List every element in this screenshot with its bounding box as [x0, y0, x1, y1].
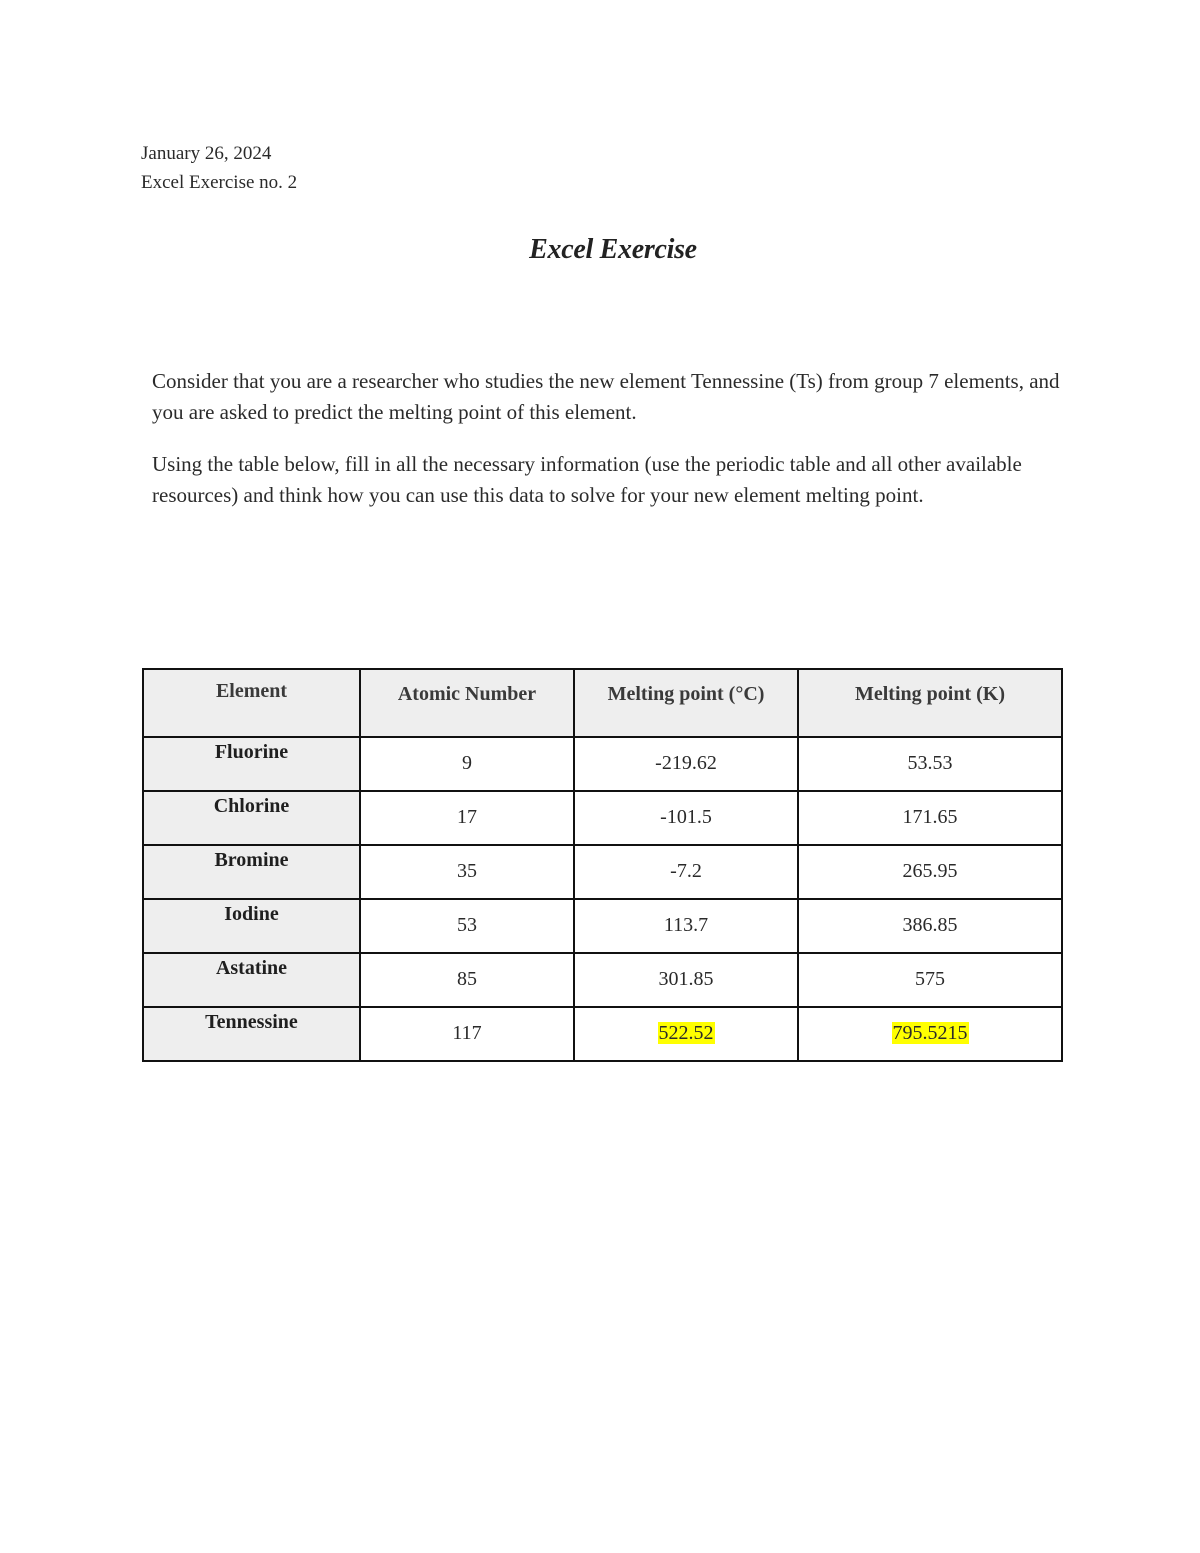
document-date: January 26, 2024 — [141, 143, 272, 164]
atomic-number-cell: 53 — [360, 899, 574, 953]
melting-point-k-cell — [798, 1007, 1062, 1061]
element-name-cell: Chlorine — [143, 791, 360, 845]
melting-point-c-cell: -7.2 — [574, 845, 798, 899]
instructions-paragraph-2: Using the table below, fill in all the necessary information (use the periodic table and all other available resources) and think how you can use this data to solve for your new element melting point. — [152, 452, 1022, 507]
column-header-melting-point-c: Melting point (°C) — [574, 669, 798, 737]
atomic-number-cell: 117 — [360, 1007, 574, 1061]
page-title: Excel Exercise — [529, 234, 697, 265]
table-row — [143, 791, 1062, 845]
melting-point-c-cell: -219.62 — [574, 737, 798, 791]
element-name-cell: Tennessine — [143, 1007, 360, 1061]
table-row — [143, 845, 1062, 899]
atomic-number-cell: 85 — [360, 953, 574, 1007]
column-header-melting-point-k: Melting point (K) — [798, 669, 1062, 737]
element-name-cell: Fluorine — [143, 737, 360, 791]
atomic-number-cell: 35 — [360, 845, 574, 899]
melting-point-k-cell: 53.53 — [798, 737, 1062, 791]
table-row — [143, 737, 1062, 791]
melting-point-table — [142, 668, 1063, 1062]
melting-point-k-cell: 575 — [798, 953, 1062, 1007]
exercise-label: Excel Exercise no. 2 — [141, 172, 298, 193]
melting-point-c-cell: 301.85 — [574, 953, 798, 1007]
melting-point-k-cell: 171.65 — [798, 791, 1062, 845]
column-header-atomic-number: Atomic Number — [360, 669, 574, 737]
column-header-element: Element — [143, 669, 360, 737]
melting-point-c-cell: 113.7 — [574, 899, 798, 953]
element-name-cell: Bromine — [143, 845, 360, 899]
table-row — [143, 1007, 1062, 1061]
element-name-cell: Iodine — [143, 899, 360, 953]
melting-point-k-cell: 386.85 — [798, 899, 1062, 953]
table-header-row — [143, 669, 1062, 737]
melting-point-c-cell — [574, 1007, 798, 1061]
atomic-number-cell: 17 — [360, 791, 574, 845]
table-row — [143, 899, 1062, 953]
table-row — [143, 953, 1062, 1007]
highlighted-prediction-k: 795.5215 — [892, 1022, 968, 1044]
atomic-number-cell: 9 — [360, 737, 574, 791]
highlighted-prediction-c: 522.52 — [658, 1022, 714, 1044]
melting-point-c-cell: -101.5 — [574, 791, 798, 845]
element-name-cell: Astatine — [143, 953, 360, 1007]
melting-point-k-cell: 265.95 — [798, 845, 1062, 899]
instructions-paragraph-1: Consider that you are a researcher who studies the new element Tennessine (Ts) from group 7 elements, and you are asked to predict the melting point of this element. — [152, 369, 1060, 424]
